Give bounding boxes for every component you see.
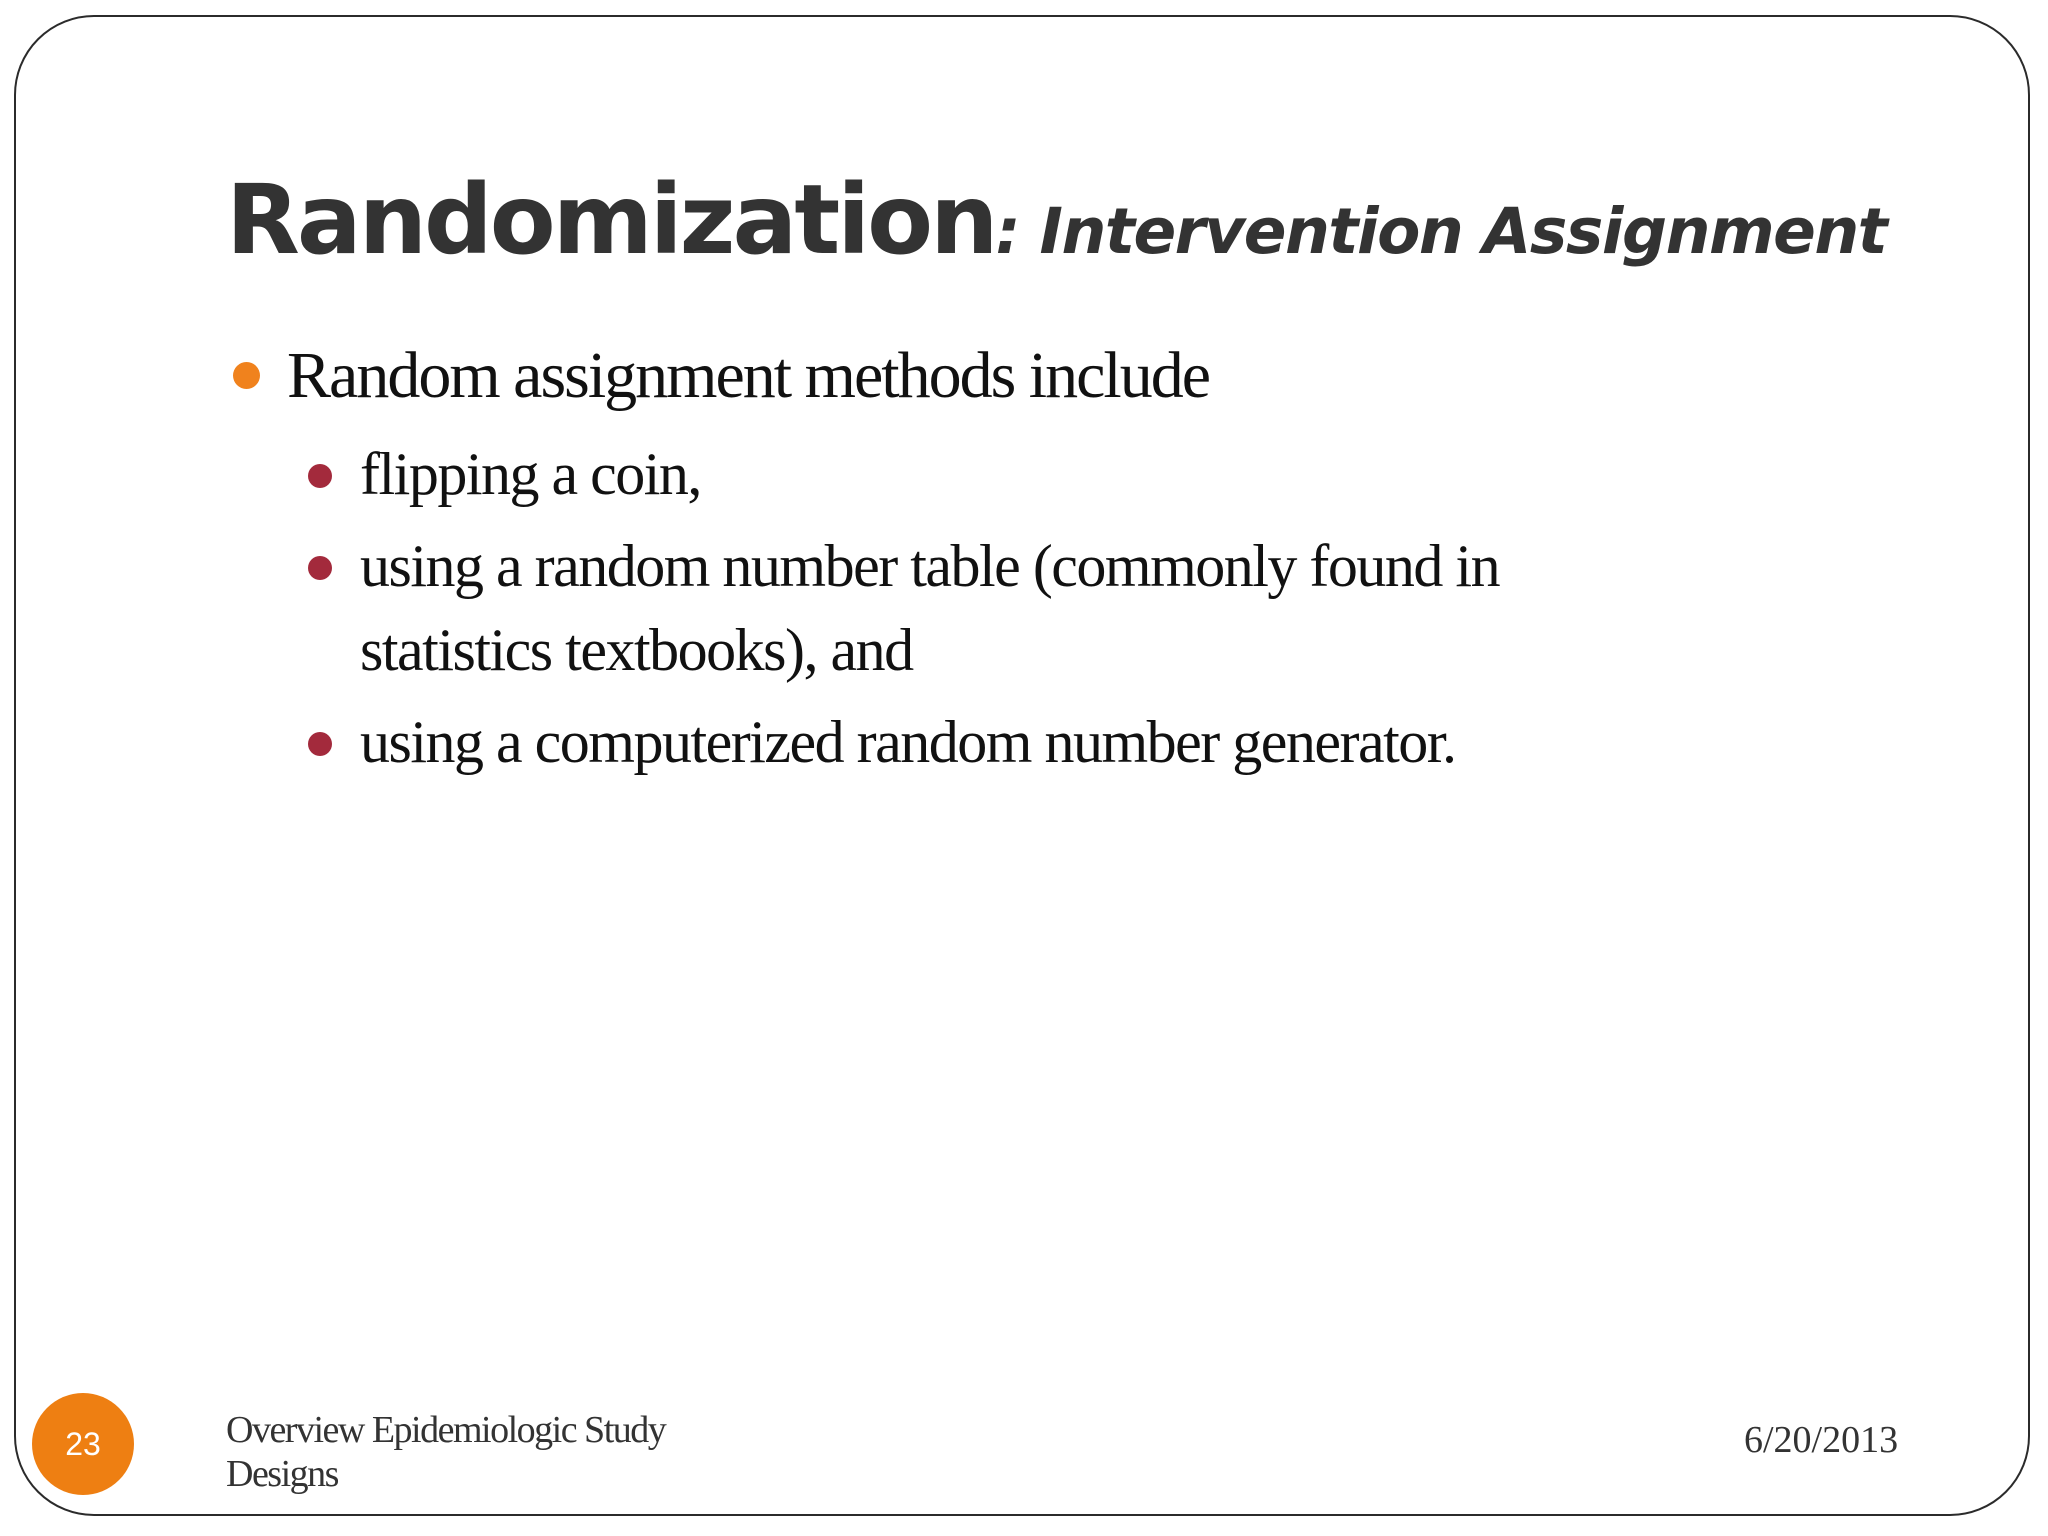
slide-title <box>226 164 1887 276</box>
sub-bullet-text: flipping a coin, <box>360 441 701 507</box>
sub-bullet-dot-icon <box>308 464 332 488</box>
sub-bullet-text: using a computerized random number generator. <box>360 709 1456 775</box>
bullet-main-text: Random assignment methods include <box>287 339 1210 412</box>
page-number-badge: 23 <box>32 1393 134 1495</box>
footer-text-line2: Designs <box>226 1453 338 1495</box>
footer-text-line1: Overview Epidemiologic Study <box>226 1409 666 1451</box>
title-subtitle: : Intervention Assignment <box>995 195 1887 268</box>
footer-date: 6/20/2013 <box>1744 1419 1899 1461</box>
sub-bullet-dot-icon <box>308 556 332 580</box>
footer-text <box>226 1408 746 1496</box>
sub-bullet-dot-icon <box>308 732 332 756</box>
sub-bullet-text-line1: using a random number table (commonly found in <box>360 533 1500 599</box>
sub-bullet-text <box>360 524 1499 692</box>
title-main: Randomization <box>226 164 996 276</box>
bullet-dot-icon <box>233 362 260 389</box>
sub-bullet-text-line2: statistics textbooks), and <box>360 617 913 683</box>
